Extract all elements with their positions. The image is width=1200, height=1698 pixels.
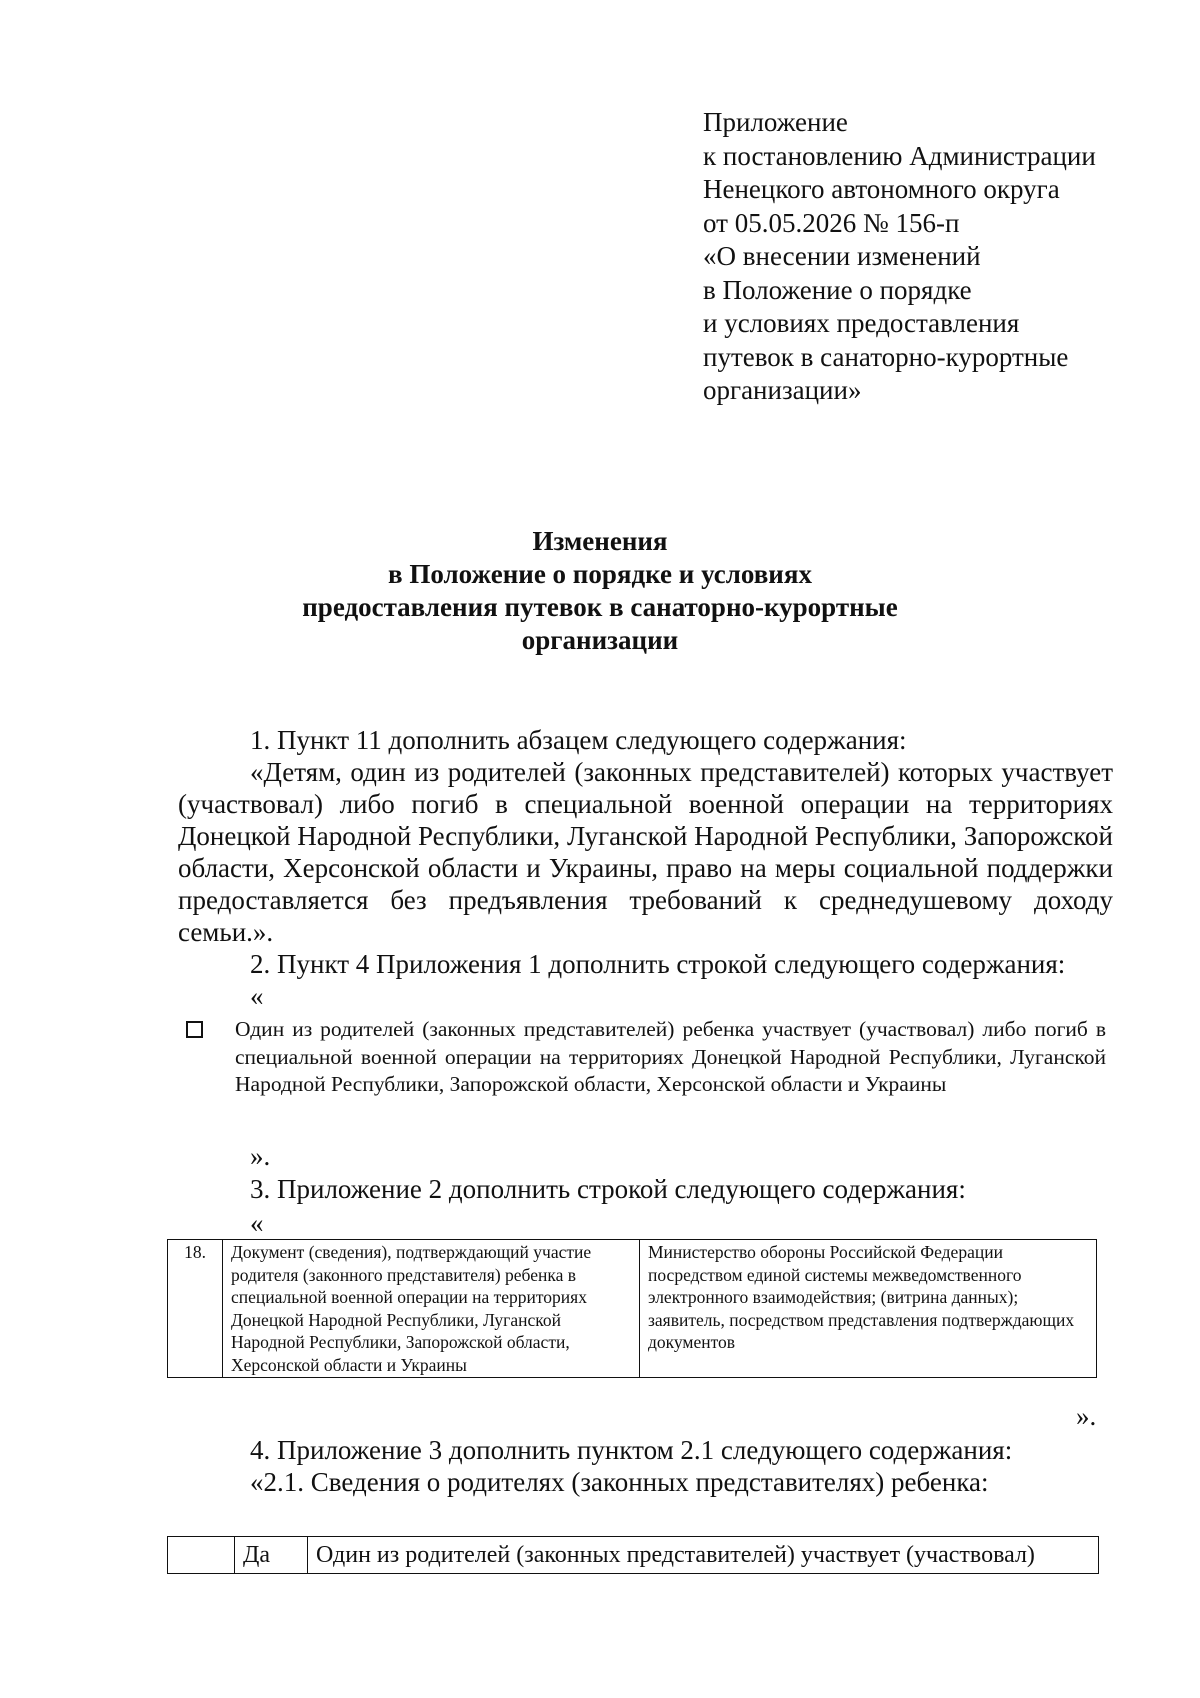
parents-col3: Один из родителей (законных представителей) участвует (участвовал) xyxy=(308,1537,1099,1574)
title-line: Изменения xyxy=(532,526,668,556)
appendix2-row-table xyxy=(167,1239,1097,1378)
title-line: в Положение о порядке и условиях xyxy=(388,559,812,589)
checkbox-icon[interactable] xyxy=(186,1021,203,1038)
parents-col1 xyxy=(168,1537,235,1574)
parents-col2: Да xyxy=(235,1537,308,1574)
row-source: Министерство обороны Российской Федерации посредством единой системы межведомственного электронного взаимодействия; (витрина данных); заявитель, посредством представления подтверждающих документов xyxy=(640,1240,1097,1378)
item3-heading: 3. Приложение 2 дополнить строкой следующего содержания: xyxy=(250,1174,966,1204)
item2-heading: 2. Пункт 4 Приложения 1 дополнить строкой следующего содержания: xyxy=(250,949,1066,979)
table-row xyxy=(168,1240,1097,1378)
item1-heading: 1. Пункт 11 дополнить абзацем следующего содержания: xyxy=(250,725,907,755)
item1-text: «Детям, один из родителей (законных представителей) которых участвует (участвовал) либо погиб в специальной военной операции на территориях Донецкой Народной Республики, Луганской Народной Республики, Запорожской области, Херсонской области и Украины, право на меры социальной поддержки предоставляется без предъявления требований к среднедушевому доходу семьи.». xyxy=(178,757,1113,947)
attachment-line: Ненецкого автономного округа xyxy=(703,174,1060,204)
attachment-line: путевок в санаторно-курортные xyxy=(703,341,1069,372)
checkbox-label: Один из родителей (законных представителей) ребенка участвует (участвовал) либо погиб в специальной военной операции на территориях Донецкой Народной Республики, Луганской Народной Республики, Запорожской области, Херсонской области и Украины xyxy=(235,1017,1106,1096)
item3-open-quote: « xyxy=(250,1208,264,1238)
row-document: Документ (сведения), подтверждающий участие родителя (законного представителя) ребенка в специальной военной операции на территориях Донецкой Народной Республики, Луганской Народной Республики, Запорожской области, Херсонской области и Украины xyxy=(223,1240,640,1378)
document-title xyxy=(0,525,1200,657)
item4-subheading: «2.1. Сведения о родителях (законных представителях) ребенка: xyxy=(250,1467,989,1497)
attachment-line: «О внесении изменений xyxy=(703,241,981,271)
item2-close-quote: ». xyxy=(250,1141,271,1171)
row-number: 18. xyxy=(168,1240,223,1378)
attachment-line: к постановлению Администрации xyxy=(703,140,1096,171)
attachment-line: Приложение xyxy=(703,107,848,137)
title-line: предоставления путевок в санаторно-курортные xyxy=(302,592,898,622)
table-row xyxy=(168,1537,1099,1574)
attachment-header xyxy=(703,106,1173,408)
title-line: организации xyxy=(521,625,679,655)
item2-open-quote: « xyxy=(250,981,264,1011)
attachment-line: и условиях предоставления xyxy=(703,308,1020,338)
item1-block xyxy=(178,724,1113,1012)
attachment-line: от 05.05.2026 № 156-п xyxy=(703,207,960,238)
checkbox-row xyxy=(186,1016,1106,1099)
attachment-line: в Положение о порядке xyxy=(703,274,972,305)
attachment-line: организации» xyxy=(703,375,862,405)
parents-table xyxy=(167,1536,1099,1574)
item4-heading: 4. Приложение 3 дополнить пунктом 2.1 следующего содержания: xyxy=(250,1435,1013,1465)
item3-close-quote: ». xyxy=(1076,1401,1097,1431)
